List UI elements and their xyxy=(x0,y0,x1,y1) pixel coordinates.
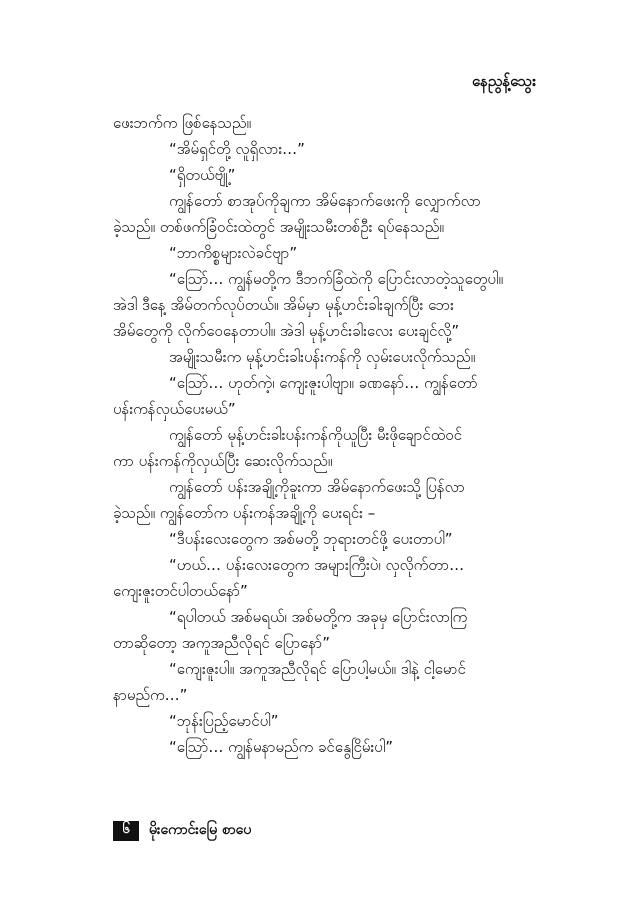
text-line: အိမ်တွေကို လိုက်ဝေနေတာပါ။ အဲဒါ မုန့်ဟင်းခါးလေး ပေးချင်လို့” xyxy=(113,322,460,340)
running-header: နေညွန့်သွေး xyxy=(471,72,536,90)
text-line: ကာ ပန်းကန်ကိုလှယ်ပြီး ဆေးလိုက်သည်။ xyxy=(113,452,333,470)
text-line: တာဆိုတော့ အကူအညီလိုရင် ပြောနော်” xyxy=(113,634,330,652)
text-line: ကျွန်တော် ပန်းအချို့ကိုခူးကာ အိမ်နောက်ဖေးသို့ ပြန်လာ xyxy=(169,478,465,496)
text-line: “ရှိတယ်ဗျို့” xyxy=(169,166,236,184)
text-line: အမျိုးသမီးက မုန့်ဟင်းခါးပန်းကန်ကို လှမ်းပေးလိုက်သည်။ xyxy=(169,348,476,366)
text-line: “အိမ်ရှင်တို့ လူရှိလား…” xyxy=(169,140,305,158)
text-line: ဖေးဘက်က ဖြစ်နေသည်။ xyxy=(113,114,252,132)
text-line: ခဲ့သည်။ ကျွန်တော်က ပန်းကန်အချို့ကို ပေးရင်း – xyxy=(113,504,376,522)
text-line: ကျေးဇူးတင်ပါတယ်နော်” xyxy=(113,582,248,600)
text-line: “သြော်… ကျွန်မနာမည်က ခင်နွေငြိမ်းပါ” xyxy=(169,738,394,756)
text-line: “ဘာကိစ္စများလဲခင်ဗျာ” xyxy=(169,244,298,262)
text-line: “ဘုန်းပြည့်မောင်ပါ” xyxy=(169,712,279,730)
text-line: အဲဒါ ဒီနေ့ အိမ်တက်လုပ်တယ်။ အိမ်မှာ မုန့်ဟင်းခါးချက်ပြီး ဘေး xyxy=(113,296,454,314)
body-text xyxy=(113,110,533,760)
text-line: ကျွန်တော် စာအုပ်ကိုချကာ အိမ်နောက်ဖေးကို လျှောက်လာ xyxy=(169,192,481,210)
text-line: “သြော်… ဟုတ်ကဲ့၊ ကျေးဇူးပါဗျာ။ ခဏနော်… ကျွန်တော် xyxy=(169,374,478,392)
text-line: “ကျေးဇူးပါ။ အကူအညီလိုရင် ပြောပါ့မယ်။ ဒါနဲ့ ငါ့မောင် xyxy=(169,660,466,678)
page-number: ၆ xyxy=(113,821,139,841)
page-footer xyxy=(113,820,251,841)
text-line: “ဒီပန်းလေးတွေက အစ်မတို့ ဘုရားတင်ဖို့ ပေးတာပါ” xyxy=(169,530,453,548)
text-line: နာမည်က…” xyxy=(113,686,188,704)
publisher-name: မိုးကောင်းမြေ စာပေ xyxy=(149,822,252,838)
text-line: ပန်းကန်လှယ်ပေးမယ်” xyxy=(113,400,236,418)
text-line: ကျွန်တော် မုန့်ဟင်းခါးပန်းကန်ကိုယူပြီး မီးဖိုချောင်ထဲဝင် xyxy=(169,426,462,444)
text-line: “ဟယ်… ပန်းလေးတွေက အများကြီးပဲ၊ လှလိုက်တာ… xyxy=(169,556,465,574)
text-line: “ရပါတယ် အစ်မရယ်၊ အစ်မတို့က အခုမှ ပြောင်းလာကြ xyxy=(169,608,468,626)
text-line: “သြော်… ကျွန်မတို့က ဒီဘက်ခြံထဲကို ပြောင်းလာတဲ့သူတွေပါ။ xyxy=(169,270,504,288)
text-line: ခဲ့သည်။ တစ်ဖက်ခြံဝင်းထဲတွင် အမျိုးသမီးတစ်ဦး ရပ်နေသည်။ xyxy=(113,218,444,236)
